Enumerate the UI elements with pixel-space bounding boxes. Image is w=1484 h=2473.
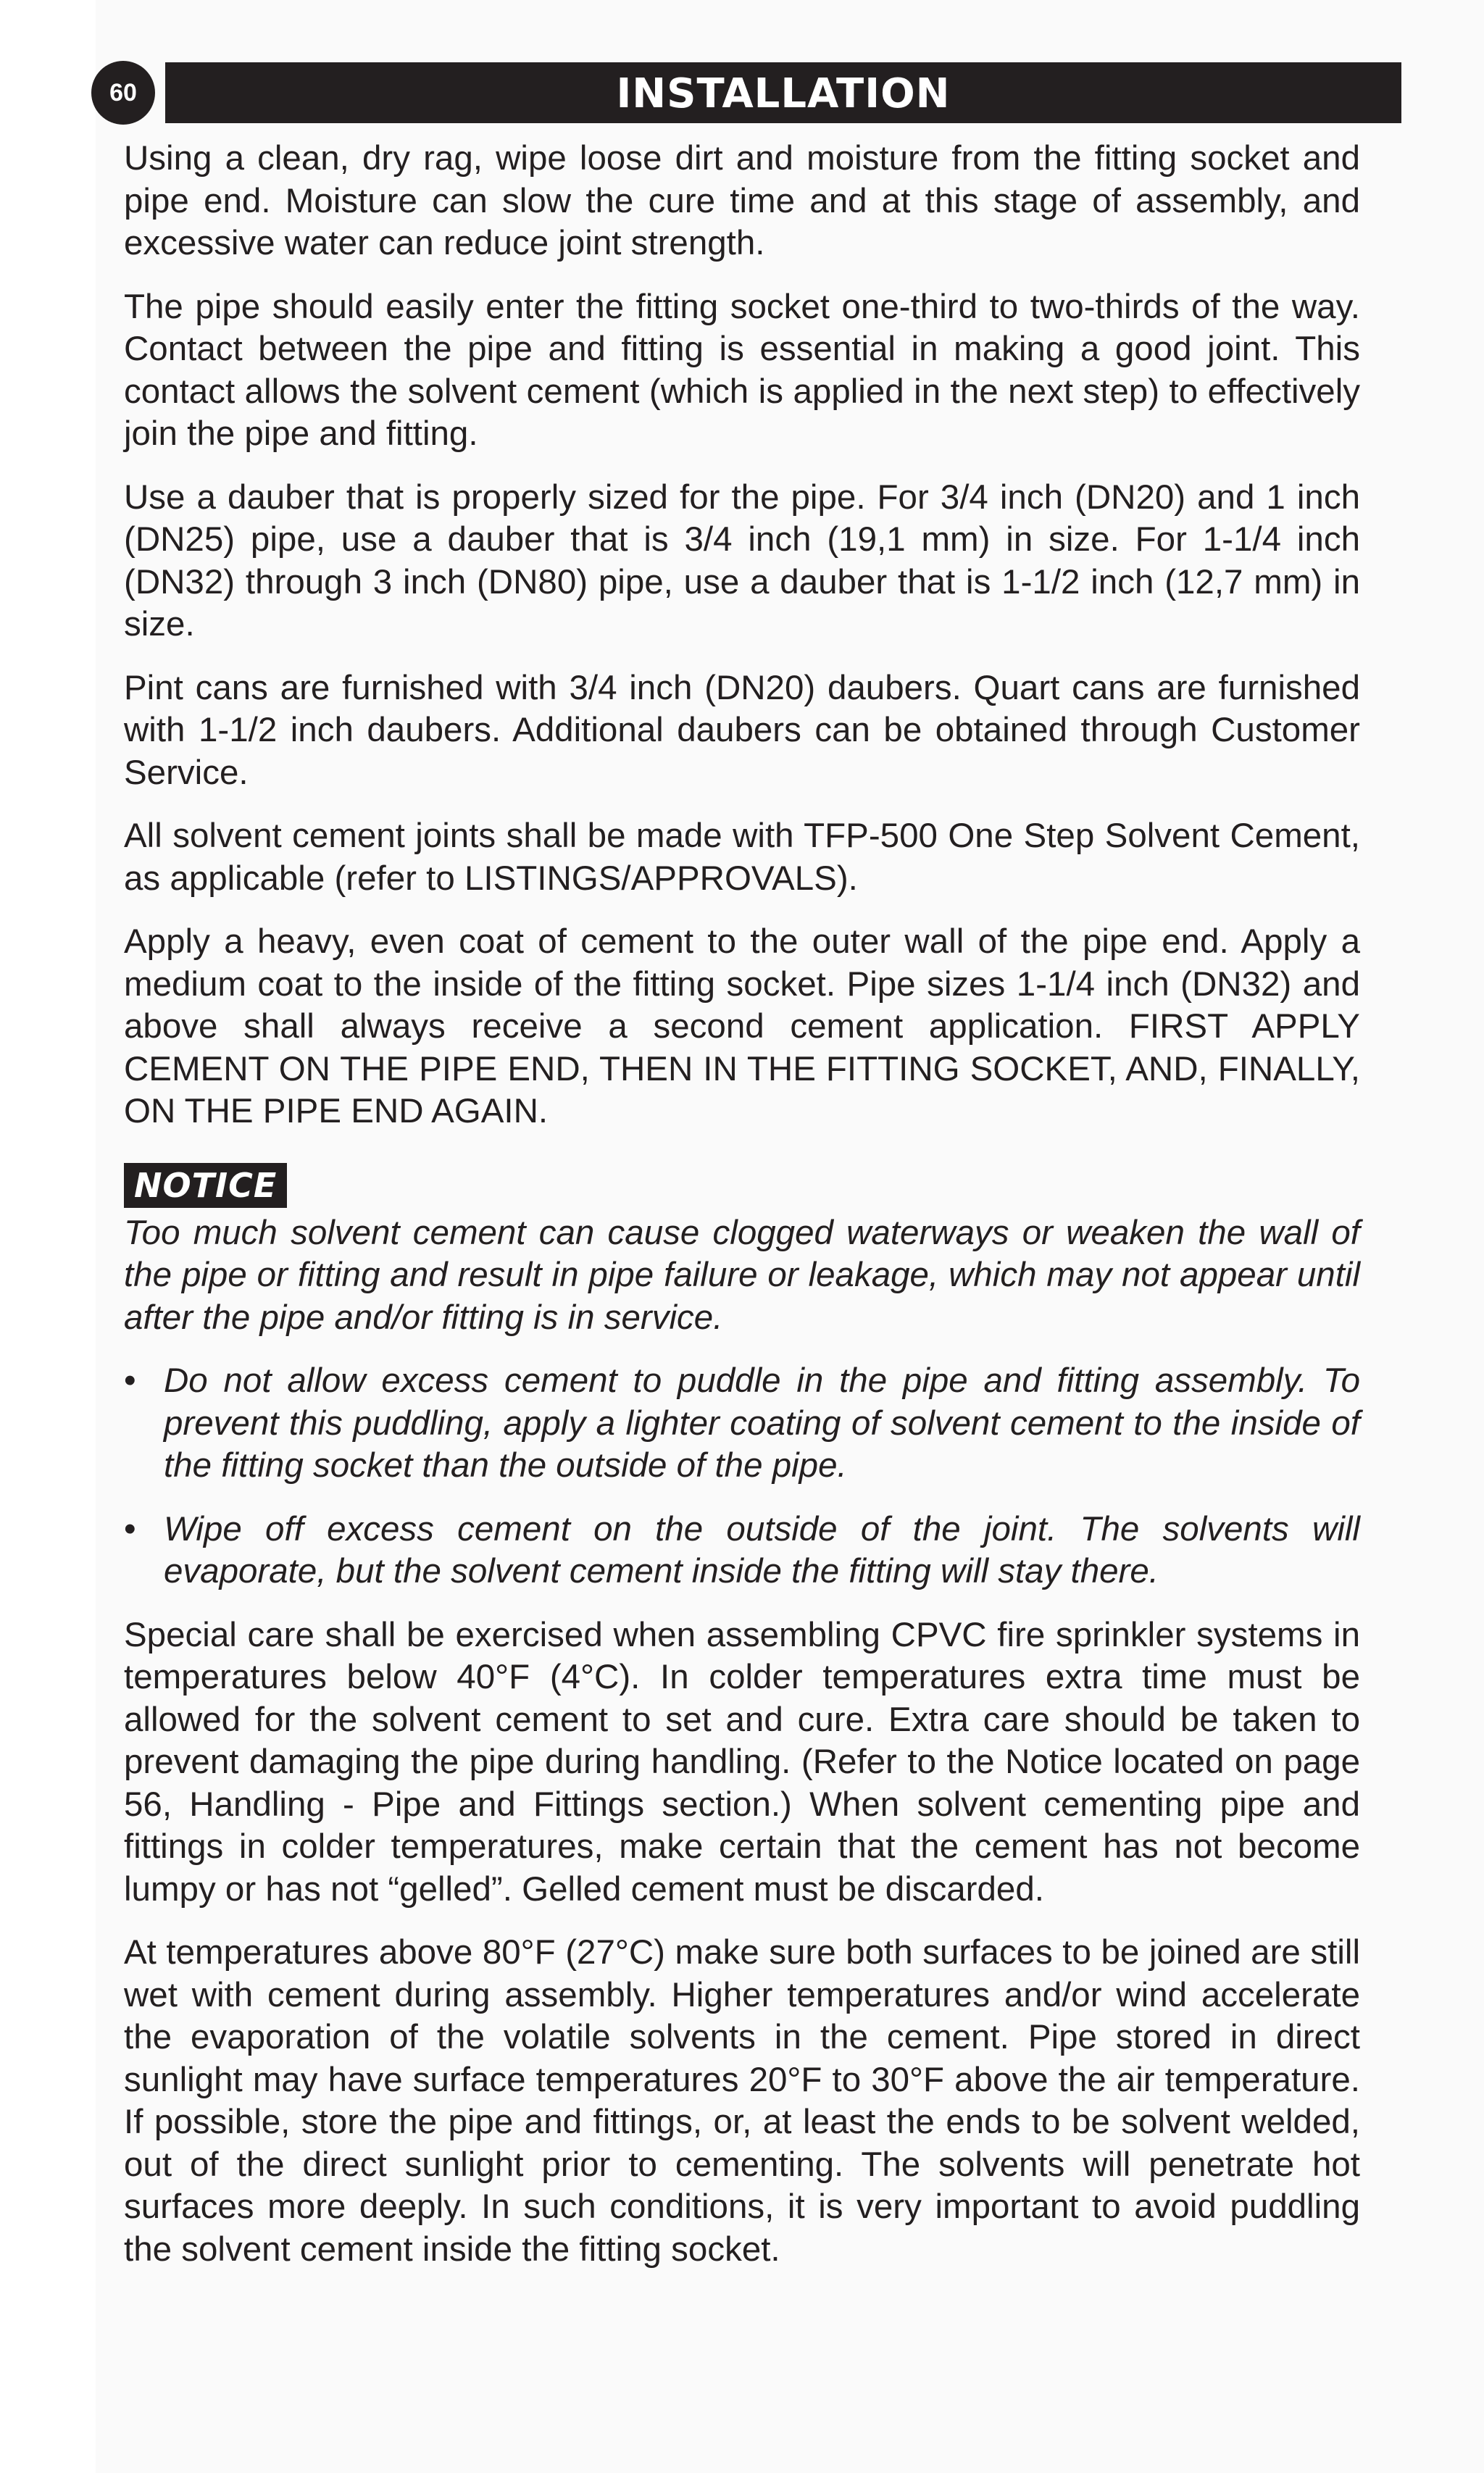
list-item <box>124 1509 1360 1593</box>
left-margin-strip <box>0 0 96 2473</box>
page-number-badge: 60 <box>91 61 155 125</box>
bullet-text: Do not allow excess cement to puddle in the pipe and fitting assembly. To prevent this puddling, apply a lighter coating of solvent cement to the inside of the fitting socket than the outside of the pipe. <box>164 1361 1360 1485</box>
notice-text: Too much solvent cement can cause clogged waterways or weaken the wall of the pipe or fitting and result in pipe failure or leakage, which may not appear until after the pipe and/or fitting is in service. <box>124 1213 1360 1337</box>
notice-label: NOTICE <box>124 1163 287 1208</box>
paragraph-apply-cement: Apply a heavy, even coat of cement to the outer wall of the pipe end. Apply a medium coat to the inside of the fitting socket. Pipe sizes 1-1/4 inch (DN32) and above shall always receive a second cement application. FIRST APPLY CEMENT ON THE PIPE END, THEN IN THE FITTING SOCKET, AND, FINALLY, ON THE PIPE END AGAIN. <box>124 922 1360 1130</box>
paragraph-hot-temperatures: At temperatures above 80°F (27°C) make sure both surfaces to be joined are still wet with cement during assembly. Higher temperatures and/or wind accelerate the evaporation of the volatile solvents in the cement. Pipe stored in direct sunlight may have surface temperatures 20°F to 30°F above the air temperature. If possible, store the pipe and fittings, or, at least the ends to be solvent welded, out of the direct sunlight prior to cementing. The solvents will penetrate hot surfaces more deeply. In such conditions, it is very important to avoid puddling the solvent cement inside the fitting socket. <box>124 1933 1360 2269</box>
paragraph-dauber-size: Use a dauber that is properly sized for the pipe. For 3/4 inch (DN20) and 1 inch (DN25) pipe, use a dauber that is 3/4 inch (19,1 mm) in size. For 1-1/4 inch (DN32) through 3 inch (DN80) pipe, use a dauber that is 1-1/2 inch (12,7 mm) in size. <box>124 477 1360 643</box>
paragraph-cold-temperatures: Special care shall be exercised when assembling CPVC fire sprinkler systems in temperatures below 40°F (4°C). In colder temperatures extra time must be allowed for the solvent cement to set and cure. Extra care should be taken to prevent damaging the pipe during handling. (Refer to the Notice located on page 56, Handling - Pipe and Fittings section.) When solvent cementing pipe and fittings in colder temperatures, make certain that the cement has not become lumpy or has not “gelled”. Gelled cement must be discarded. <box>124 1615 1360 1909</box>
bullet-text: Wipe off excess cement on the outside of the joint. The solvents will evaporate, but the solvent cement inside the fitting will stay there. <box>164 1509 1360 1590</box>
paragraph-clean-pipe: Using a clean, dry rag, wipe loose dirt and moisture from the fitting socket and pipe end. Moisture can slow the cure time and at this stage of assembly, and excessive water can reduce joint strength. <box>124 139 1360 262</box>
paragraph-solvent-cement: All solvent cement joints shall be made with TFP-500 One Step Solvent Cement, as applicable (refer to LISTINGS/APPROVALS). <box>124 817 1360 898</box>
notice-bullet-list <box>124 1360 1360 1593</box>
section-header <box>165 62 1401 123</box>
bullet-icon: • <box>124 1509 136 1548</box>
document-body <box>124 138 1360 2292</box>
notice-block <box>124 1154 1360 1593</box>
paragraph-pipe-entry: The pipe should easily enter the fitting socket one-third to two-thirds of the way. Contact between the pipe and fitting is essential in making a good joint. This contact allows the solvent cement (which is applied in the next step) to effectively join the pipe and fitting. <box>124 287 1360 453</box>
section-title: INSTALLATION <box>616 70 951 117</box>
list-item <box>124 1360 1360 1488</box>
bullet-icon: • <box>124 1361 136 1400</box>
paragraph-daubers-supplied: Pint cans are furnished with 3/4 inch (DN20) daubers. Quart cans are furnished with 1-1/2 inch daubers. Additional daubers can be obtained through Customer Service. <box>124 668 1360 792</box>
